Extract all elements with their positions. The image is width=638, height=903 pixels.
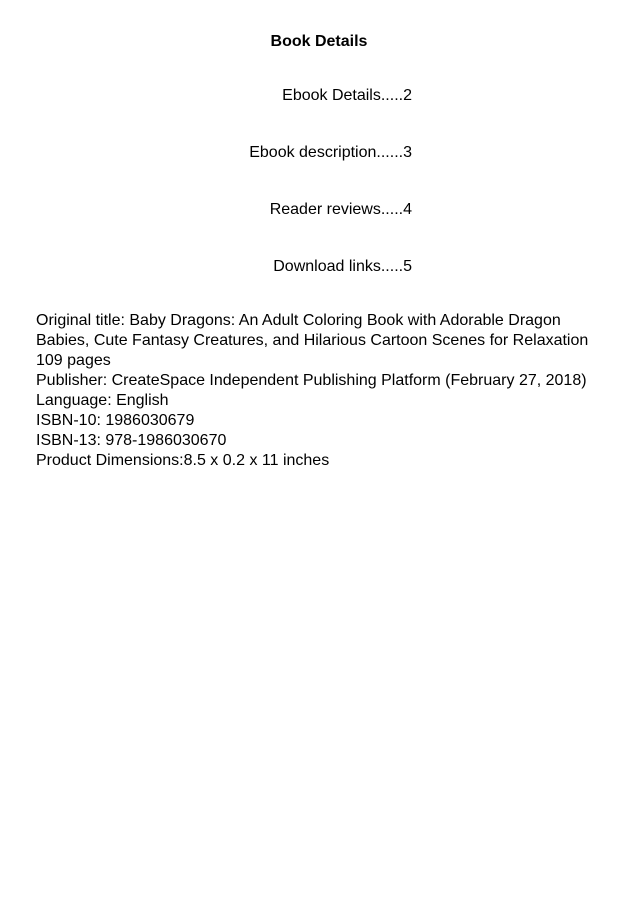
toc-item-download-links xyxy=(12,257,412,277)
toc-item-label: Reader reviews xyxy=(269,201,381,218)
toc-item-reader-reviews xyxy=(12,200,412,220)
product-dimensions: Product Dimensions:8.5 x 0.2 x 11 inches xyxy=(36,452,330,469)
page-title: Book Details xyxy=(270,33,368,50)
toc-item-ebook-details xyxy=(12,86,412,106)
publisher: Publisher: CreateSpace Independent Publishing Platform (February 27, 2018) xyxy=(36,372,587,389)
toc-item-label: Ebook description. xyxy=(249,144,381,161)
language: Language: English xyxy=(36,392,169,409)
toc-item-leader: ..... xyxy=(380,258,404,275)
toc-item-leader: ..... xyxy=(380,144,404,161)
toc-item-label: Ebook Details xyxy=(282,87,381,104)
page-count: 109 pages xyxy=(36,352,111,369)
toc-item-ebook-description xyxy=(12,143,412,163)
table-of-contents xyxy=(12,86,412,314)
toc-item-page: 3 xyxy=(403,144,412,161)
toc-item-page: 4 xyxy=(403,201,412,218)
toc-item-page: 5 xyxy=(403,258,412,275)
isbn-10: ISBN-10: 1986030679 xyxy=(36,412,195,429)
toc-item-label: Download links xyxy=(273,258,381,275)
toc-item-page: 2 xyxy=(403,87,412,104)
toc-item-leader: ..... xyxy=(380,201,404,218)
toc-item-leader: ..... xyxy=(380,87,404,104)
original-title: Original title: Baby Dragons: An Adult Coloring Book with Adorable Dragon Babies, Cute Fantasy Creatures, and Hilarious Cartoon Scenes for Relaxation xyxy=(36,312,589,349)
isbn-13: ISBN-13: 978-1986030670 xyxy=(36,432,227,449)
book-details xyxy=(36,311,606,471)
